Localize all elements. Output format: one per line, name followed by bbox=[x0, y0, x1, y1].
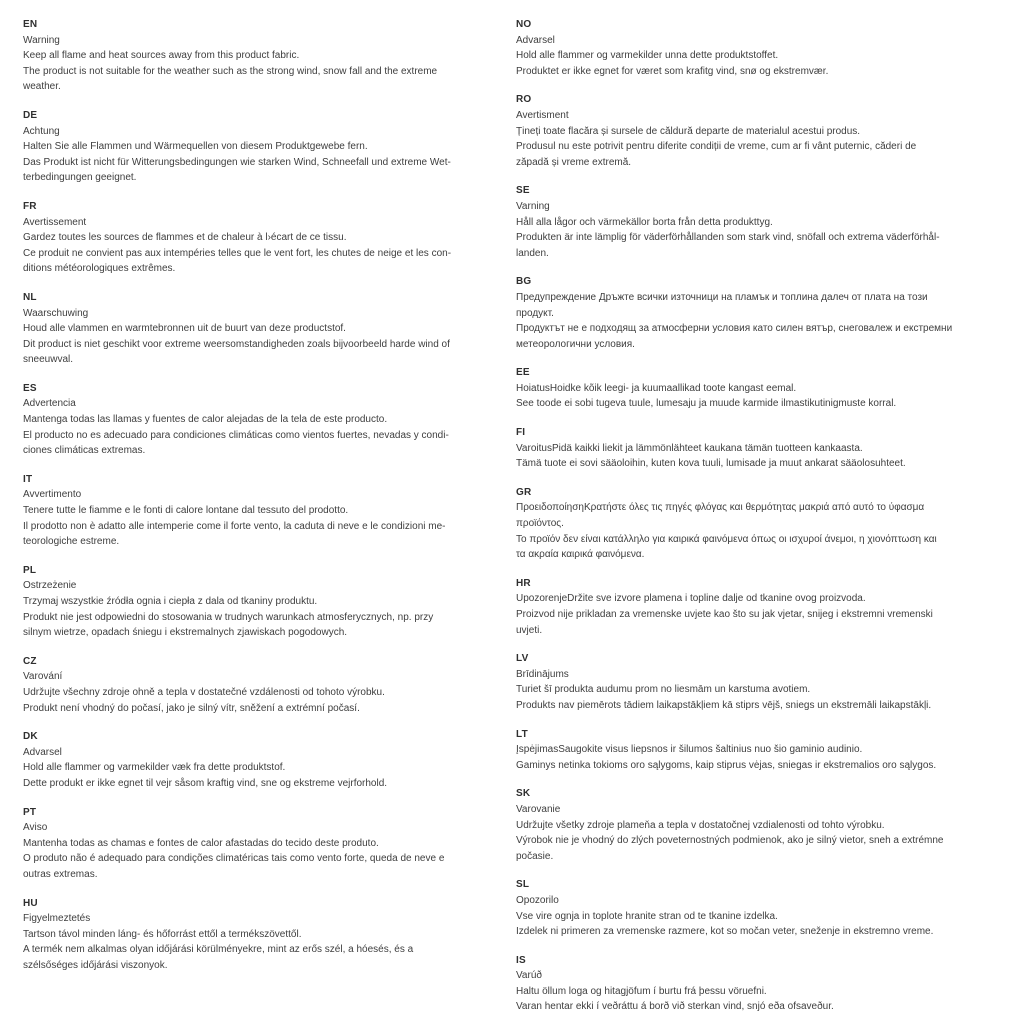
warning-line: Varning bbox=[516, 200, 550, 212]
warning-line: Produkts nav piemērots tādiem laikapstākļiem kā stiprs vējš, sniegs un ekstremāli laikapstākļi. bbox=[516, 699, 932, 711]
language-code: GR bbox=[516, 486, 532, 498]
language-code: DK bbox=[23, 731, 38, 743]
language-code: IS bbox=[516, 954, 526, 966]
warning-line: τα ακραία καιρικά φαινόμενα. bbox=[516, 549, 645, 561]
section-no bbox=[516, 17, 1008, 79]
warning-line: Avertisment bbox=[516, 109, 569, 121]
section-pt bbox=[23, 805, 505, 883]
warning-line: Mantenha todas as chamas e fontes de calor afastadas do tecido deste produto. bbox=[23, 837, 379, 849]
warning-line: Izdelek ni primeren za vremenske razmere, kot so močan veter, sneženje in ekstremno vreme. bbox=[516, 926, 934, 938]
warning-line: Trzymaj wszystkie źródła ognia i ciepła z dala od tkaniny produktu. bbox=[23, 596, 318, 607]
warning-line: VaroitusPidä kaikki liekit ja lämmönlähteet kaukana tämän tuotteen kankaasta. bbox=[516, 442, 863, 454]
language-code: PL bbox=[23, 564, 37, 576]
warning-line: Advarsel bbox=[23, 746, 62, 758]
section-ee bbox=[516, 365, 1008, 412]
section-bg bbox=[516, 274, 1008, 352]
left-column bbox=[23, 17, 505, 1024]
section-pl bbox=[23, 563, 505, 641]
section-es bbox=[23, 381, 505, 459]
warning-line: počasie. bbox=[516, 850, 554, 862]
warning-line: Tartson távol minden láng- és hőforrást ettől a termékszövettől. bbox=[23, 928, 302, 940]
language-code: EN bbox=[23, 19, 38, 30]
warning-line: szélsőséges időjárási viszonyok. bbox=[23, 959, 168, 971]
warning-line: Advertencia bbox=[23, 398, 76, 410]
warning-line: ĮspėjimasSaugokite visus liepsnos ir šilumos šaltinius nuo šio gaminio audinio. bbox=[516, 744, 863, 756]
warning-line: Produsul nu este potrivit pentru diferite condiții de vreme, cum ar fi vânt puternic, căderi de bbox=[516, 141, 917, 153]
language-code: FR bbox=[23, 200, 37, 212]
language-code: SK bbox=[516, 788, 531, 800]
section-is bbox=[516, 953, 1008, 1015]
section-hu bbox=[23, 896, 505, 974]
language-code: SE bbox=[516, 185, 530, 197]
section-ro bbox=[516, 92, 1008, 170]
warning-line: The product is not suitable for the weather such as the strong wind, snow fall and the extreme bbox=[23, 65, 438, 77]
warning-line: Produktet er ikke egnet for været som krafitg vind, snø og ekstremvær. bbox=[516, 65, 829, 77]
section-dk bbox=[23, 729, 505, 791]
warning-line: Warning bbox=[23, 34, 60, 46]
warning-line: Produkt není vhodný do počasí, jako je silný vítr, sněžení a extrémní počasí. bbox=[23, 702, 360, 714]
warning-line: Gardez toutes les sources de flammes et de chaleur à l›écart de ce tissu. bbox=[23, 232, 347, 244]
warning-line: Țineți toate flacăra și sursele de căldură departe de materialul acestui produs. bbox=[516, 125, 861, 137]
warning-line: Haltu öllum loga og hitagjöfum í burtu frá þessu vöruefni. bbox=[516, 985, 767, 997]
language-code: PT bbox=[23, 806, 37, 818]
language-code: IT bbox=[23, 473, 33, 485]
section-en bbox=[23, 17, 505, 95]
warning-line: El producto no es adecuado para condiciones climáticas como vientos fuertes, nevadas y condi- bbox=[23, 429, 449, 441]
warning-line: Výrobok nie je vhodný do zlých poveternostných podmienok, ako je silný vietor, sneh a extrémne bbox=[516, 835, 944, 847]
warning-line: landen. bbox=[516, 247, 549, 259]
language-code: BG bbox=[516, 276, 532, 288]
warning-line: Achtung bbox=[23, 125, 60, 137]
language-code: HU bbox=[23, 897, 38, 909]
section-sk bbox=[516, 786, 1008, 864]
warning-line: Продуктът не е подходящ за атмосферни условия като силен вятър, снеговалеж и екстремни bbox=[516, 323, 953, 335]
warning-line: Varúð bbox=[516, 970, 542, 982]
language-code: FI bbox=[516, 427, 526, 439]
warning-line: weather. bbox=[23, 81, 61, 93]
warning-line: Mantenga todas las llamas y fuentes de calor alejadas de la tela de este producto. bbox=[23, 414, 388, 426]
warning-line: Tämä tuote ei sovi sääoloihin, kuten kova tuuli, lumisade ja muut ankarat sääolosuhteet. bbox=[516, 458, 906, 470]
warning-line: Advarsel bbox=[516, 34, 555, 46]
section-it bbox=[23, 472, 505, 550]
language-code: LT bbox=[516, 728, 528, 740]
language-code: NO bbox=[516, 19, 532, 30]
section-fi bbox=[516, 425, 1008, 472]
warning-line: Waarschuwing bbox=[23, 307, 89, 319]
warning-line: Hold alle flammer og varmekilder væk fra dette produktstof. bbox=[23, 762, 286, 774]
warning-line: Avertissement bbox=[23, 216, 87, 228]
warning-line: Opozorilo bbox=[516, 894, 559, 906]
section-se bbox=[516, 183, 1008, 261]
warning-line: Varan hentar ekki í veðráttu á borð við sterkan vind, snjó eða ofsaveður. bbox=[516, 1001, 834, 1013]
warning-line: ditions météorologiques extrêmes. bbox=[23, 263, 176, 275]
warning-line: ciones climáticas extremas. bbox=[23, 445, 146, 457]
warning-line: Produkt nie jest odpowiedni do stosowania w trudnych warunkach atmosferycznych, np. przy bbox=[23, 611, 434, 623]
warning-line: Houd alle vlammen en warmtebronnen uit de buurt van deze productstof. bbox=[23, 323, 346, 335]
section-sl bbox=[516, 877, 1008, 939]
warning-line: Aviso bbox=[23, 822, 48, 834]
warning-line: Gaminys netinka tokioms oro sąlygoms, kaip stiprus vėjas, sniegas ir ekstremalios oro sąlygos. bbox=[516, 759, 937, 771]
language-code: CZ bbox=[23, 655, 37, 667]
language-code: DE bbox=[23, 109, 38, 121]
language-code: ES bbox=[23, 382, 37, 394]
warning-line: Produkten är inte lämplig för väderförhållanden som stark vind, snöfall och extrema väderförhål- bbox=[516, 232, 940, 244]
section-nl bbox=[23, 290, 505, 368]
language-code: NL bbox=[23, 291, 37, 303]
warning-line: продукт. bbox=[516, 307, 554, 319]
warning-line: HoiatusHoidke kõik leegi- ja kuumaallikad toote kangast eemal. bbox=[516, 382, 797, 394]
warning-line: UpozorenjeDržite sve izvore plamena i topline dalje od tkanine ovog proizvoda. bbox=[516, 593, 866, 605]
section-gr bbox=[516, 485, 1008, 563]
warning-line: Hold alle flammer og varmekilder unna dette produktstoffet. bbox=[516, 50, 779, 62]
section-fr bbox=[23, 199, 505, 277]
warning-line: προϊόντος. bbox=[516, 518, 564, 530]
warning-line: Ce produit ne convient pas aux intempéries telles que le vent fort, les chutes de neige et les con- bbox=[23, 247, 452, 259]
warning-line: Brīdinājums bbox=[516, 668, 569, 680]
warning-line: Udržujte všechny zdroje ohně a tepla v dostatečné vzdálenosti od tohoto výrobku. bbox=[23, 686, 385, 698]
warning-line: Dette produkt er ikke egnet til vejr såsom kraftig vind, sne og ekstreme vejrforhold. bbox=[23, 777, 388, 789]
warning-line: Tenere tutte le fiamme e le fonti di calore lontane dal tessuto del prodotto. bbox=[23, 505, 349, 517]
warning-line: Halten Sie alle Flammen und Wärmequellen von diesem Produktgewebe fern. bbox=[23, 141, 368, 153]
warning-line: uvjeti. bbox=[516, 624, 543, 636]
warning-line: Turiet šī produkta audumu prom no liesmām un karstuma avotiem. bbox=[516, 684, 811, 696]
warning-line: A termék nem alkalmas olyan időjárási körülményekre, mint az erős szél, a hóesés, és a bbox=[23, 944, 414, 956]
warning-line: Dit product is niet geschikt voor extreme weersomstandigheden zoals bijvoorbeeld harde wind of bbox=[23, 338, 450, 350]
warning-line: outras extremas. bbox=[23, 868, 98, 880]
warning-line: Ostrzeżenie bbox=[23, 580, 77, 592]
warning-line: sneeuwval. bbox=[23, 354, 74, 366]
warning-line: silnym wietrze, opadach śniegu i ekstremalnych zjawiskach pogodowych. bbox=[23, 627, 348, 639]
language-code: EE bbox=[516, 367, 530, 379]
warning-line: Varování bbox=[23, 671, 63, 683]
warning-line: O produto não é adequado para condições climatéricas tais como vento forte, queda de neve e bbox=[23, 853, 445, 865]
warning-line: Varovanie bbox=[516, 803, 561, 815]
section-de bbox=[23, 108, 505, 186]
section-lv bbox=[516, 651, 1008, 713]
language-code: LV bbox=[516, 653, 529, 665]
language-code: RO bbox=[516, 94, 532, 106]
section-hr bbox=[516, 576, 1008, 638]
warning-line: teorologiche estreme. bbox=[23, 536, 120, 548]
warning-line: метеорологични условия. bbox=[516, 338, 635, 350]
warning-line: Vse vire ognja in toplote hranite stran od te tkanine izdelka. bbox=[516, 910, 778, 922]
warning-line: zăpadă și vreme extremă. bbox=[516, 156, 632, 168]
warning-line: Proizvod nije prikladan za vremenske uvjete kao što su jak vjetar, snijeg i ekstremni vremenski bbox=[516, 609, 933, 620]
warning-line: Håll alla lågor och värmekällor borta från detta produkttyg. bbox=[516, 216, 773, 228]
warning-line: Udržujte všetky zdroje plameňa a tepla v dostatočnej vzdialenosti od tohto výrobku. bbox=[516, 819, 885, 831]
warning-line: Το προϊόν δεν είναι κατάλληλο για καιρικά φαινόμενα όπως οι ισχυροί άνεμοι, η χιονόπτωση και bbox=[516, 533, 937, 545]
right-column bbox=[516, 17, 1008, 1024]
warning-line: Figyelmeztetés bbox=[23, 913, 91, 925]
section-cz bbox=[23, 654, 505, 716]
warning-line: terbedingungen geeignet. bbox=[23, 172, 137, 184]
section-lt bbox=[516, 727, 1008, 774]
warning-line: Предупреждение Дръжте всички източници на пламък и топлина далеч от плата на този bbox=[516, 291, 928, 303]
warning-line: Das Produkt ist nicht für Witterungsbedingungen wie starken Wind, Schneefall und extreme Wet- bbox=[23, 156, 451, 168]
warning-line: Avvertimento bbox=[23, 489, 82, 501]
warning-line: See toode ei sobi tugeva tuule, lumesaju ja muude karmide ilmastikutinigmuste korral. bbox=[516, 398, 897, 410]
warning-line: Keep all flame and heat sources away from this product fabric. bbox=[23, 50, 300, 62]
language-code: HR bbox=[516, 577, 531, 589]
language-code: SL bbox=[516, 879, 530, 891]
warning-line: ΠροειδοποίησηΚρατήστε όλες τις πηγές φλόγας και θερμότητας μακριά από αυτό το ύφασμα bbox=[516, 502, 925, 514]
warning-line: Il prodotto non è adatto alle intemperie come il forte vento, la caduta di neve e le condizioni me- bbox=[23, 520, 446, 532]
